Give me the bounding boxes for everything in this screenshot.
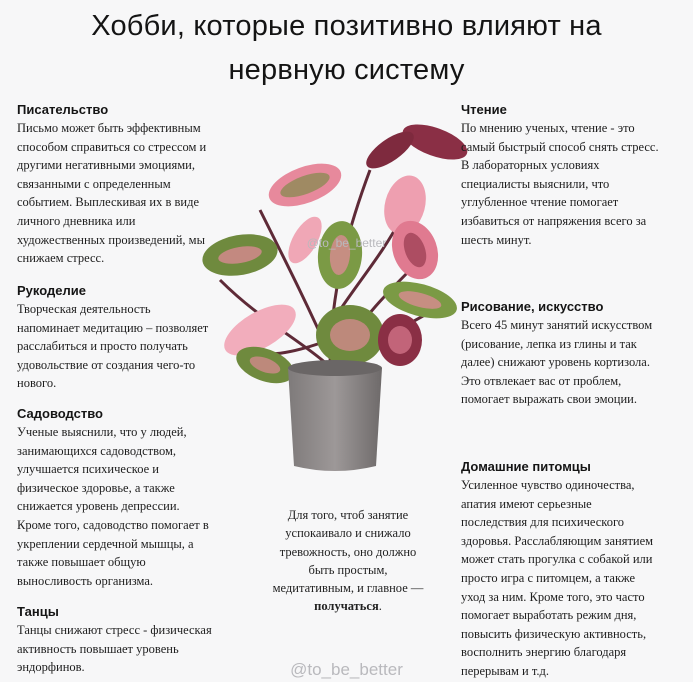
hobby-pets-text: Усиленное чувство одиночества, апатия имеют серьезные последствия для психического здоровья. Расслабляющим занятием может стать прогулка с собакой или просто игра с питомцем, а также уход за ним. Кроме того, это часто помогает выработать режим дня, повысить физическую активность, восполнить энергию благодаря перерывам и т.д. — [461, 478, 654, 678]
hobby-pets — [461, 458, 689, 681]
title-line-2: нервную систему — [228, 54, 465, 86]
hobby-dancing-text: Танцы снижают стресс - физическая активность повышает уровень эндорфинов. — [17, 623, 212, 675]
title-line-1: Хобби, которые позитивно влияют на — [91, 10, 602, 42]
hobby-writing-heading: Писательство — [17, 102, 109, 117]
plant-pot — [288, 360, 382, 471]
center-note: Для того, чтоб занятие успокаивало и снижало тревожность, оно должно быть простым, медитативным, и главное — получаться. — [272, 508, 424, 614]
hobby-dancing-heading: Танцы — [17, 604, 59, 619]
hobby-crafts-heading: Рукоделие — [17, 283, 86, 298]
watermark-bottom: @to_be_better — [290, 660, 403, 679]
hobby-crafts-text: Творческая деятельность напоминает медитацию – позволяет расслабиться и просто получать удовольствие от создания чего-то нового. — [17, 302, 209, 391]
hobby-gardening-heading: Садоводство — [17, 406, 103, 421]
hobby-crafts — [17, 282, 247, 393]
hobby-gardening-text: Ученые выяснили, что у людей, занимающихся садоводством, улучшается психическое и физическое здоровье, а также снижается уровень депрессии. Кроме того, садоводство помогает в укреплении сердечной мышцы, а также повышает общую выносливость организма. — [17, 425, 209, 588]
hobby-art — [461, 298, 689, 409]
hobby-writing — [17, 101, 247, 268]
hobby-reading-text: По мнению ученых, чтение - это самый быстрый способ снять стресс. В лабораторных условиях специалисты выяснили, что углубленное чтение помогает избавиться от напряжения всего за шесть минут. — [461, 121, 659, 247]
hobby-gardening — [17, 405, 247, 590]
hobby-pets-heading: Домашние питомцы — [461, 459, 591, 474]
hobby-art-heading: Рисование, искусство — [461, 299, 604, 314]
hobby-writing-text: Письмо может быть эффективным способом справиться со стрессом и другими негативными эмоциями, связанными с определенным событием. Выплескивая их в виде личного дневника или художественных произведений, мы снижаем стресс. — [17, 121, 207, 266]
hobby-art-text: Всего 45 минут занятий искусством (рисование, лепка из глины и так далее) снижают уровень кортизола. Это отвлекает вас от проблем, помогает выражать свои эмоции. — [461, 318, 653, 407]
center-note-emphasis: получаться — [314, 599, 379, 614]
hobby-reading — [461, 101, 689, 249]
hobby-reading-heading: Чтение — [461, 102, 507, 117]
watermark-center: @to_be_better — [306, 236, 387, 250]
page-title — [0, 4, 693, 92]
